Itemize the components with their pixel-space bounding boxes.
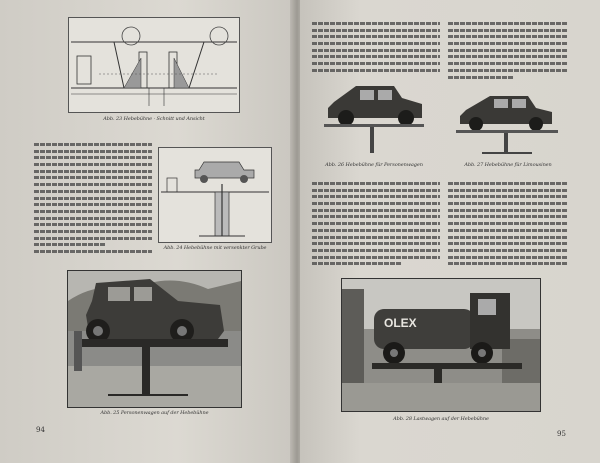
right-body-text-top-left — [312, 22, 440, 74]
right-body-text-middle-right — [448, 182, 568, 270]
right-body-text-middle-left — [312, 182, 440, 270]
truck-lift-svg — [342, 279, 540, 411]
lift-pit-drawing — [158, 147, 272, 243]
car-left-svg — [318, 80, 428, 158]
figure-car-left-caption: Abb. 26 Hebebühne für Personenwagen — [325, 162, 423, 168]
figure-top-caption: Abb. 23 Hebebühne · Schnitt und Ansicht — [103, 116, 205, 122]
right-body-text-top-right — [448, 22, 568, 84]
figure-truck-caption: Abb. 28 Lastwagen auf der Hebebühne — [393, 416, 489, 422]
right-page-number: 95 — [557, 430, 566, 438]
left-body-text — [34, 143, 152, 259]
figure-bottom-caption: Abb. 25 Personenwagen auf der Hebebühne — [100, 410, 209, 416]
left-page — [0, 0, 296, 463]
car-lift-right-photo — [452, 86, 562, 156]
lift-pit-svg — [159, 148, 271, 242]
left-page-number: 94 — [36, 426, 45, 434]
figure-middle-caption: Abb. 24 Hebebühne mit versenkter Grube — [163, 245, 267, 251]
figure-car-right-caption: Abb. 27 Hebebühne für Limousinen — [464, 162, 552, 168]
car-lift-svg — [68, 271, 241, 407]
right-page — [300, 0, 600, 463]
car-lift-left-photo — [318, 80, 428, 158]
tank-label: OLEX — [384, 316, 417, 330]
lift-diagram-svg — [69, 18, 239, 112]
car-on-lift-photo — [67, 270, 242, 408]
car-right-svg — [452, 86, 562, 156]
truck-on-lift-photo — [341, 278, 541, 412]
lift-cross-section-drawing — [68, 17, 240, 113]
